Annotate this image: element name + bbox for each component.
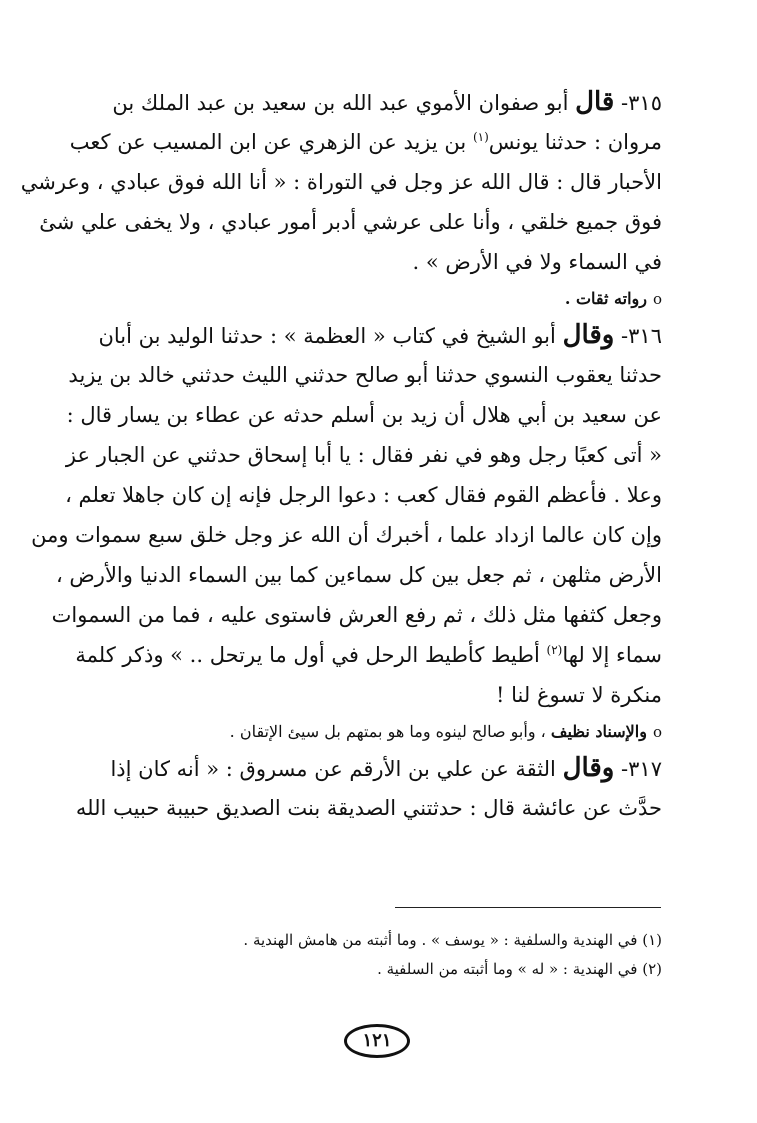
text-line: وإن كان عالما ازداد علما ، أخبرك أن الله عز وجل خلق سبع سموات ومن: [31, 523, 662, 547]
page-number: ١٢١: [344, 1024, 410, 1058]
main-text: [20, 82, 662, 828]
text-line: وعلا . فأعظم القوم فقال كعب : دعوا الرجل فإنه إن كان جاهلا تعلم ،: [65, 483, 662, 507]
text-line: ٣١٥- قال أبو صفوان الأموي عبد الله بن سعيد بن عبد الملك بن: [112, 87, 662, 117]
text-line: حدثنا يعقوب النسوي حدثنا أبو صالح حدثني الليث حدثني خالد بن يزيد: [68, 363, 662, 387]
commentary-line: oرواته ثقات .: [564, 289, 662, 308]
hadith-number: ٣١٧-: [621, 757, 662, 781]
hadith-number: ٣١٦-: [621, 324, 662, 348]
text-line: ٣١٧- وقال الثقة عن علي بن الأرقم عن مسروق : « أنه كان إذا: [110, 753, 662, 783]
footnote: (٢) في الهندية : « له » وما أثبته من السلفية .: [377, 960, 662, 978]
text-line: وجعل كثفها مثل ذلك ، ثم رفع العرش فاستوى عليه ، فما من السموات: [51, 603, 662, 627]
text-line: في السماء ولا في الأرض » .: [412, 250, 662, 274]
hadith-number: ٣١٥-: [621, 91, 662, 115]
circle-marker-icon: o: [652, 723, 662, 741]
text-line: حدَّث عن عائشة قال : حدثتني الصديقة بنت الصديق حبيبة حبيب الله: [75, 796, 662, 820]
footnote-divider: [395, 907, 661, 908]
text-line: منكرة لا تسوغ لنا !: [496, 683, 662, 707]
commentary-line: oوالإسناد نظيف ، وأبو صالح لينوه وما هو بمتهم بل سيئ الإتقان .: [229, 722, 662, 741]
hadith-keyword: قال: [575, 87, 615, 117]
text-line: « أتى كعبًا رجل وهو في نفر فقال : يا أبا إسحاق حدثني عن الجبار عز: [65, 443, 662, 467]
text-line: ٣١٦- وقال أبو الشيخ في كتاب « العظمة » : حدثنا الوليد بن أبان: [98, 320, 662, 350]
hadith-keyword: وقال: [562, 320, 615, 350]
footnote-reference: (٢): [546, 643, 563, 657]
footnote: (١) في الهندية والسلفية : « يوسف » . وما أثبته من هامش الهندية .: [243, 931, 662, 949]
text-line: عن سعيد بن أبي هلال أن زيد بن أسلم حدثه عن عطاء بن يسار قال :: [66, 403, 662, 427]
text-line: مروان : حدثنا يونس$^{(١)}$ بن يزيد عن الزهري عن ابن المسيب عن كعب: [69, 130, 662, 154]
circle-marker-icon: o: [652, 290, 662, 308]
text-line: فوق جميع خلقي ، وأنا على عرشي أدبر أمور عبادي ، ولا يخفى علي شئ: [39, 210, 662, 234]
footnotes: [97, 926, 662, 984]
text-line: الأرض مثلهن ، ثم جعل بين كل سماءين كما بين السماء الدنيا والأرض ،: [55, 563, 662, 587]
text-line: سماء إلا لها$^{(٢)}$ أطيط كأطيط الرحل في أول ما يرتحل .. » وذكر كلمة: [75, 643, 662, 667]
hadith-keyword: وقال: [562, 753, 615, 783]
footnote-reference: (١): [472, 130, 489, 144]
text-line: الأحبار قال : قال الله عز وجل في التوراة : « أنا الله فوق عبادي ، وعرشي: [20, 170, 662, 194]
